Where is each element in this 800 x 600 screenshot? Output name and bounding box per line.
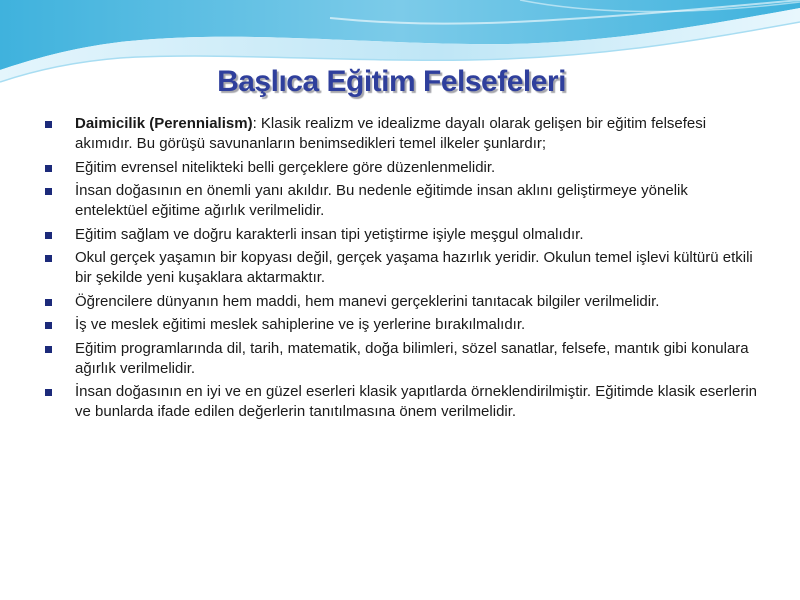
bullet-text: Okul gerçek yaşamın bir kopyası değil, gerçek yaşama hazırlık yeridir. Okulun temel işlevi kültürü etkili bir şekilde yeni kuşaklara aktarmaktır. bbox=[75, 249, 753, 286]
bullet-text: Eğitim evrensel nitelikteki belli gerçeklere göre düzenlenmelidir. bbox=[75, 158, 496, 176]
square-bullet-icon bbox=[45, 232, 52, 239]
bullet-item bbox=[44, 225, 764, 245]
square-bullet-icon bbox=[45, 299, 52, 306]
square-bullet-icon bbox=[45, 389, 52, 396]
square-bullet-icon bbox=[45, 165, 52, 172]
perennialism-term: Daimicilik (Perennialism) bbox=[75, 115, 253, 132]
square-bullet-icon bbox=[45, 121, 52, 128]
bullet-text: Eğitim programlarında dil, tarih, matematik, doğa bilimleri, sözel sanatlar, felsefe, mantık gibi konulara ağırlık verilmelidir. bbox=[75, 339, 749, 377]
bullet-item bbox=[44, 382, 764, 422]
slide-title: Başlıca Eğitim Felsefeleri bbox=[217, 65, 566, 98]
square-bullet-icon bbox=[45, 255, 52, 262]
square-bullet-icon bbox=[45, 346, 52, 353]
bullet-item bbox=[44, 181, 764, 221]
bullet-item bbox=[44, 315, 764, 335]
bullet-item bbox=[44, 248, 764, 288]
bullet-item bbox=[44, 158, 764, 178]
bullet-item-intro bbox=[44, 114, 764, 154]
bullet-item bbox=[44, 339, 764, 379]
bullet-list bbox=[44, 114, 764, 426]
bullet-item bbox=[44, 292, 764, 312]
intro-text: : Klasik realizm ve idealizme dayalı olarak gelişen bir eğitim felsefesi akımıdır. Bu görüşü savunanların benimsedikleri temel ilkeler şunlardır; bbox=[75, 115, 707, 152]
bullet-text: İnsan doğasının en iyi ve en güzel eserleri klasik yapıtlarda örneklendirilmiştir. Eğitimde klasik eserlerin ve bunlarda ifade edilen değerlerin tanıtılmasına önem verilmelidir. bbox=[75, 383, 757, 420]
bullet-text: Eğitim sağlam ve doğru karakterli insan tipi yetiştirme işiyle meşgul olmalıdır. bbox=[75, 225, 584, 243]
bullet-text: İnsan doğasının en önemli yanı akıldır. Bu nedenle eğitimde insan aklını geliştirmeye yönelik entelektüel eğitime ağırlık verilmelidir. bbox=[75, 182, 688, 219]
square-bullet-icon bbox=[45, 322, 52, 329]
header-wave-decoration bbox=[0, 0, 800, 120]
bullet-text: İş ve meslek eğitimi meslek sahiplerine ve iş yerlerine bırakılmalıdır. bbox=[75, 316, 526, 333]
bullet-text: Öğrencilere dünyanın hem maddi, hem manevi gerçeklerini tanıtacak bilgiler verilmelidir. bbox=[75, 292, 660, 310]
square-bullet-icon bbox=[45, 188, 52, 195]
